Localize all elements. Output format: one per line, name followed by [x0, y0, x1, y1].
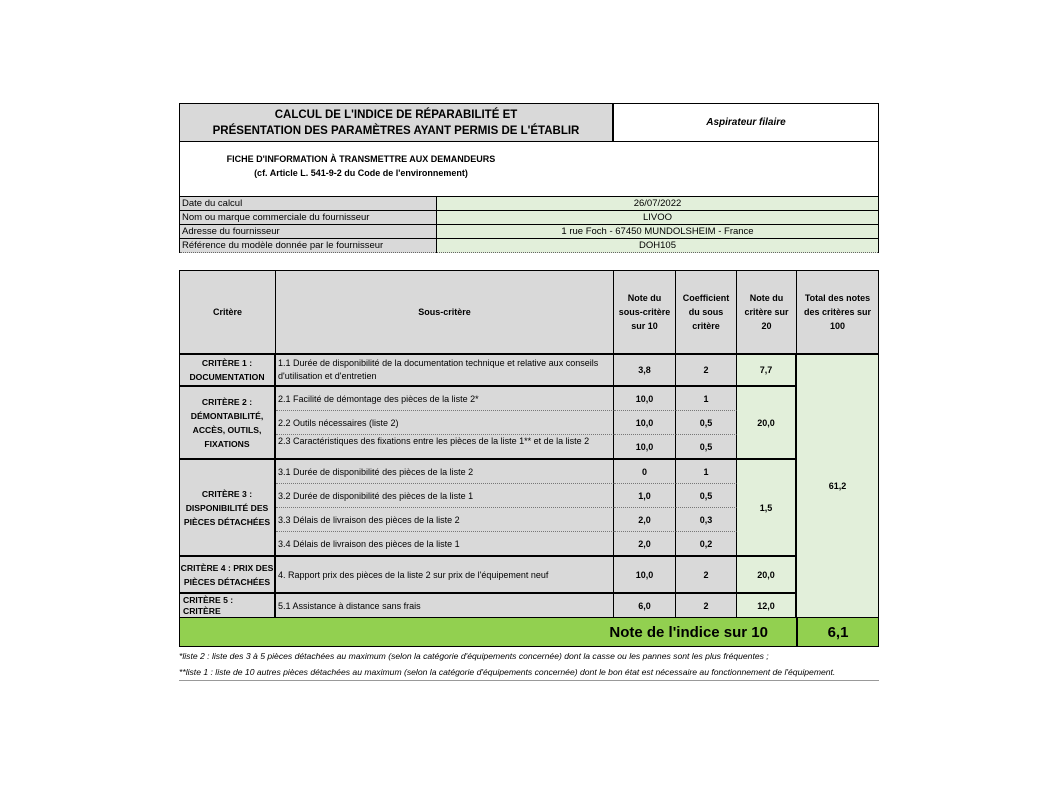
coef-3-3: 0,3 [676, 508, 737, 532]
subcriterion-3-2: 3.2 Durée de disponibilité des pièces de la liste 1 [276, 484, 614, 508]
criteria-table [179, 270, 879, 645]
info-row [180, 239, 879, 253]
supplier-info-table [179, 196, 879, 253]
footnotes [179, 648, 879, 681]
info-value: 26/07/2022 [437, 197, 879, 211]
note-3-1: 0 [614, 460, 676, 484]
score-criterion-3: 1,5 [737, 460, 797, 557]
note-2-1: 10,0 [614, 387, 676, 411]
info-row [180, 211, 879, 225]
info-label: Référence du modèle donnée par le fournisseur [180, 239, 437, 253]
final-score-label: Note de l'indice sur 10 [180, 618, 798, 646]
coef-3-1: 1 [676, 460, 737, 484]
info-row [180, 225, 879, 239]
coef-3-2: 0,5 [676, 484, 737, 508]
repairability-sheet [179, 103, 879, 677]
final-score-value: 6,1 [827, 623, 849, 641]
col-header-note-sous: Note du sous-critère sur 10 [614, 271, 676, 355]
subcriterion-2-2: 2.2 Outils nécessaires (liste 2) [276, 411, 614, 435]
sheet-header [179, 103, 879, 142]
info-row [180, 197, 879, 211]
info-value: DOH105 [437, 239, 879, 253]
coef-5-1: 2 [676, 594, 737, 618]
note-5-1: 6,0 [614, 594, 676, 618]
subcriterion-3-1: 3.1 Durée de disponibilité des pièces de la liste 2 [276, 460, 614, 484]
subcriterion-4: 4. Rapport prix des pièces de la liste 2 sur prix de l'équipement neuf [276, 557, 614, 594]
info-value: 1 rue Foch - 67450 MUNDOLSHEIM - France [437, 225, 879, 239]
coef-2-2: 0,5 [676, 411, 737, 435]
fiche-line-1: FICHE D'INFORMATION À TRANSMETTRE AUX DEMANDEURS [226, 154, 496, 164]
subcriterion-2-3: 2.3 Caractéristiques des fixations entre les pièces de la liste 1** et de la liste 2 [276, 435, 614, 460]
title-line-1: CALCUL DE L'INDICE DE RÉPARABILITÉ ET [274, 108, 518, 121]
info-label: Nom ou marque commerciale du fournisseur [180, 211, 437, 225]
col-header-critere: Critère [180, 271, 276, 355]
criterion-3-name: CRITÈRE 3 : DISPONIBILITÉ DES PIÈCES DÉTACHÉES [180, 460, 276, 557]
total-score: 61,2 [797, 355, 878, 618]
coef-4: 2 [676, 557, 737, 594]
note-4: 10,0 [614, 557, 676, 594]
final-score-row [179, 617, 879, 647]
coef-3-4: 0,2 [676, 532, 737, 557]
coef-2-1: 1 [676, 387, 737, 411]
coef-1-1: 2 [676, 355, 737, 387]
criterion-4-name: CRITÈRE 4 : PRIX DES PIÈCES DÉTACHÉES [180, 557, 276, 594]
criterion-2-name: CRITÈRE 2 : DÉMONTABILITÉ, ACCÈS, OUTILS, FIXATIONS [180, 387, 276, 460]
footnote-liste-1: **liste 1 : liste de 10 autres pièces détachées au maximum (selon la catégorie d'équipements concernée) dont le bon état est nécessaire au fonctionnement de l'équipement. [179, 667, 836, 677]
fiche-info [179, 142, 879, 197]
coef-2-3: 0,5 [676, 435, 737, 460]
note-2-2: 10,0 [614, 411, 676, 435]
subcriterion-3-4: 3.4 Délais de livraison des pièces de la liste 1 [276, 532, 614, 557]
score-criterion-4: 20,0 [737, 557, 797, 594]
col-header-coef: Coefficient du sous critère [676, 271, 737, 355]
score-criterion-2: 20,0 [737, 387, 797, 460]
subcriterion-1-1: 1.1 Durée de disponibilité de la documentation technique et relative aux conseils d'utilisation et d'entretien [276, 355, 614, 387]
info-value: LIVOO [437, 211, 879, 225]
col-header-sous-critere: Sous-critère [276, 271, 614, 355]
score-criterion-1: 7,7 [737, 355, 797, 387]
sheet-title [180, 104, 614, 141]
fiche-line-2: (cf. Article L. 541-9-2 du Code de l'environnement) [254, 168, 468, 178]
subcriterion-2-1: 2.1 Facilité de démontage des pièces de la liste 2* [276, 387, 614, 411]
product-type: Aspirateur filaire [706, 117, 786, 128]
info-label: Date du calcul [180, 197, 437, 211]
title-line-2: PRÉSENTATION DES PARAMÈTRES AYANT PERMIS DE L'ÉTABLIR [212, 124, 580, 137]
footnote-liste-2: *liste 2 : liste des 3 à 5 pièces détachées au maximum (selon la catégorie d'équipements concernée) dont la casse ou les pannes sont les plus fréquentes ; [179, 651, 769, 661]
note-1-1: 3,8 [614, 355, 676, 387]
info-label: Adresse du fournisseur [180, 225, 437, 239]
criterion-5-name: CRITÈRE 5 : CRITÈRE [180, 594, 276, 618]
note-3-2: 1,0 [614, 484, 676, 508]
score-criterion-5: 12,0 [737, 594, 797, 618]
subcriterion-3-3: 3.3 Délais de livraison des pièces de la liste 2 [276, 508, 614, 532]
note-3-4: 2,0 [614, 532, 676, 557]
criterion-1-name: CRITÈRE 1 : DOCUMENTATION [180, 355, 276, 387]
note-2-3: 10,0 [614, 435, 676, 460]
note-3-3: 2,0 [614, 508, 676, 532]
col-header-note-critere: Note du critère sur 20 [737, 271, 797, 355]
col-header-total: Total des notes des critères sur 100 [797, 271, 878, 355]
subcriterion-5-1: 5.1 Assistance à distance sans frais [276, 594, 614, 618]
